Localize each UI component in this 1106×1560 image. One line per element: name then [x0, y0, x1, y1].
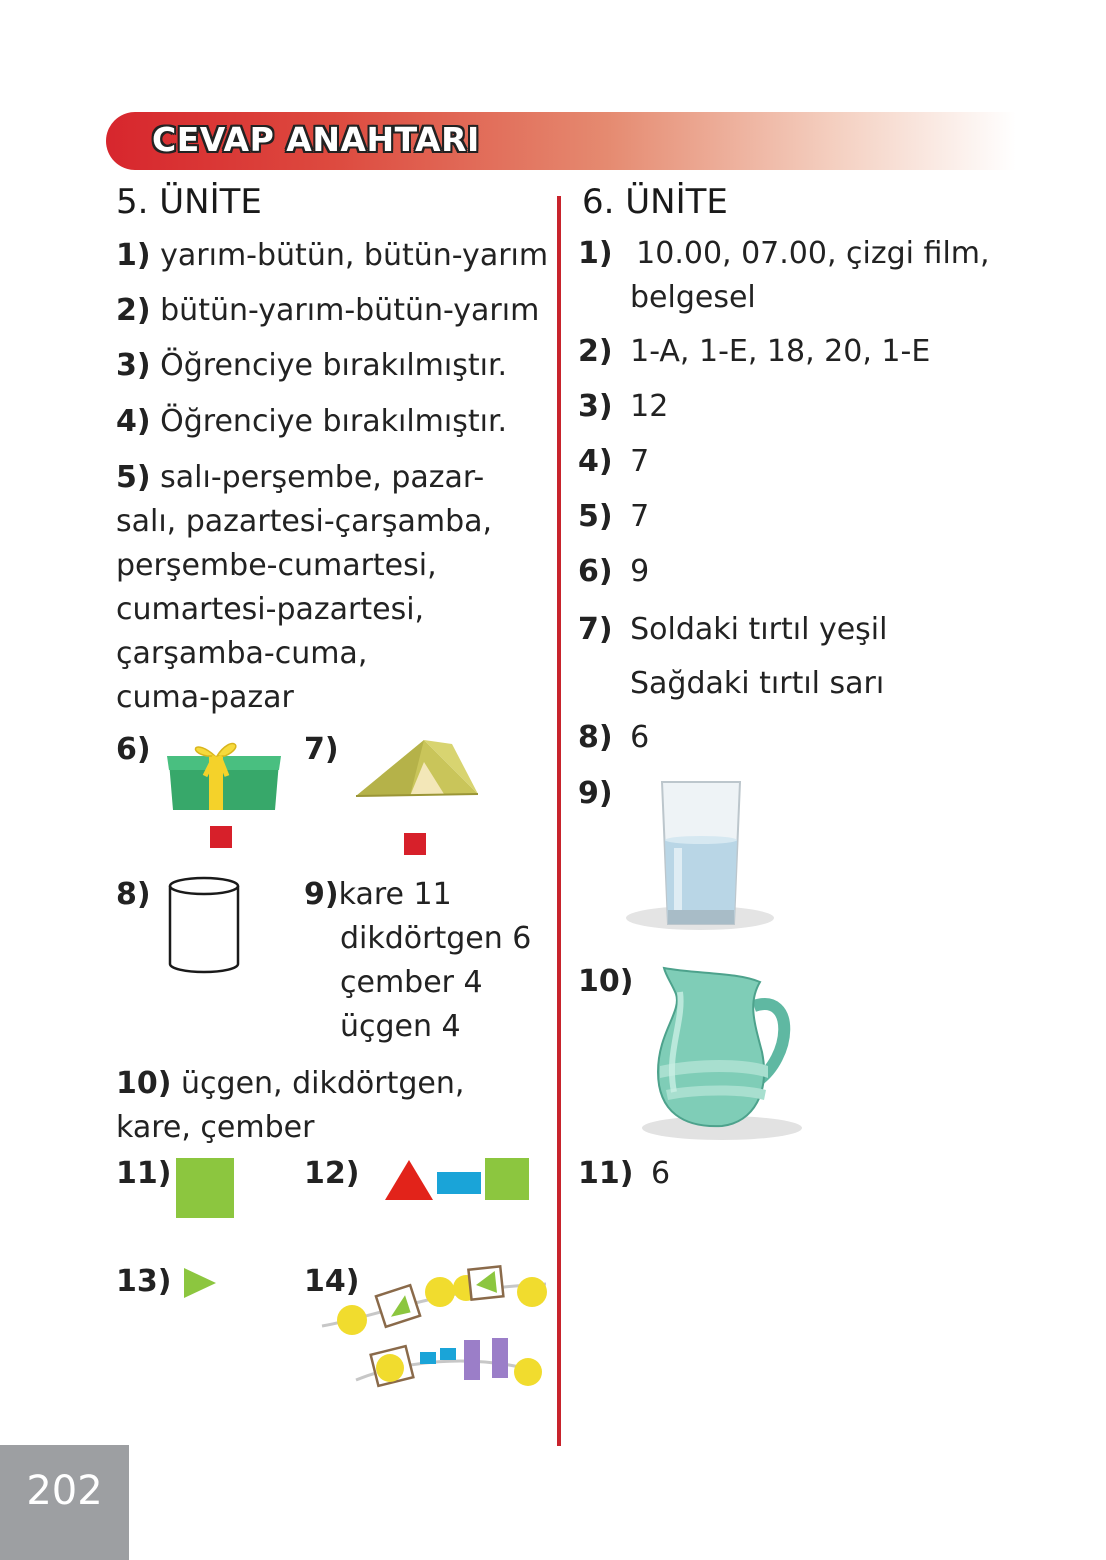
unit5-answer-10-line: kare, çember — [116, 1110, 315, 1145]
unit6-answer-10-number — [578, 964, 633, 999]
unit6-answer-2 — [578, 334, 930, 369]
unit6-answer-7-line: Sağdaki tırtıl sarı — [630, 666, 885, 701]
unit5-answer-8-number — [116, 877, 151, 912]
unit5-answer-12-number — [304, 1156, 359, 1191]
tent-icon — [352, 736, 482, 802]
answer-number: 6) — [116, 732, 151, 767]
answer-number: 14) — [304, 1264, 360, 1299]
unit5-answer-6-number — [116, 732, 151, 767]
red-square-icon — [404, 833, 426, 855]
unit5-answer-10 — [116, 1066, 464, 1101]
answer-text: 10.00, 07.00, çizgi film, — [636, 236, 990, 271]
answer-number: 7) — [578, 612, 613, 647]
answer-number: 8) — [116, 877, 151, 912]
unit5-answer-9-line: dikdörtgen 6 — [340, 921, 532, 956]
cylinder-icon — [166, 872, 244, 978]
answer-text: 1-A, 1-E, 18, 20, 1-E — [630, 334, 931, 369]
answer-number: 11) — [116, 1156, 172, 1191]
answer-number: 9) — [578, 776, 613, 811]
column-divider — [557, 196, 561, 1446]
bead-string-icon — [320, 1258, 552, 1398]
red-square-icon — [210, 826, 232, 848]
green-triangle-icon — [182, 1266, 218, 1300]
unit5-answer-11-number — [116, 1156, 171, 1191]
unit5-answer-5 — [116, 460, 484, 495]
answer-text: 7 — [630, 444, 650, 479]
unit5-answer-13-number — [116, 1264, 171, 1299]
answer-text: 12 — [630, 389, 669, 424]
answer-text: bütün-yarım-bütün-yarım — [160, 293, 540, 328]
unit5-answer-3 — [116, 348, 507, 383]
answer-text: Öğrenciye bırakılmıştır. — [160, 404, 508, 439]
answer-text: 7 — [630, 499, 650, 534]
unit5-answer-5-line: çarşamba-cuma, — [116, 636, 368, 671]
unit5-answer-5-line: perşembe-cumartesi, — [116, 548, 437, 583]
unit5-title: 5. ÜNİTE — [116, 182, 262, 222]
unit5-answer-2 — [116, 293, 539, 328]
answer-text: 6 — [651, 1156, 671, 1191]
water-glass-icon — [620, 778, 780, 938]
answer-number: 13) — [116, 1264, 172, 1299]
answer-number: 6) — [578, 554, 613, 589]
page-number: 202 — [26, 1468, 103, 1514]
answer-text: salı-perşembe, pazar- — [160, 460, 485, 495]
unit5-answer-9-line: çember 4 — [340, 965, 483, 1000]
unit5-answer-1 — [116, 238, 548, 273]
unit5-answer-5-line: salı, pazartesi-çarşamba, — [116, 504, 493, 539]
answer-text: kare 11 — [338, 877, 452, 912]
answer-number: 5) — [578, 499, 613, 534]
answer-text: Soldaki tırtıl yeşil — [630, 612, 888, 647]
answer-number: 1) — [578, 236, 613, 271]
answer-text: 6 — [630, 720, 650, 755]
water-jug-icon — [636, 962, 812, 1142]
unit5-answer-4 — [116, 404, 507, 439]
unit6-answer-11 — [578, 1156, 670, 1191]
shape-sequence-icon — [383, 1156, 533, 1204]
answer-text: Öğrenciye bırakılmıştır. — [160, 348, 508, 383]
answer-number: 2) — [578, 334, 613, 369]
answer-number: 5) — [116, 460, 151, 495]
unit6-answer-8 — [578, 720, 649, 755]
answer-number: 2) — [116, 293, 151, 328]
answer-number: 12) — [304, 1156, 360, 1191]
answer-text: 9 — [630, 554, 650, 589]
answer-number: 3) — [578, 389, 613, 424]
answer-number: 10) — [116, 1066, 172, 1101]
unit6-answer-1 — [578, 236, 990, 271]
unit6-title: 6. ÜNİTE — [582, 182, 728, 222]
answer-number: 4) — [116, 404, 151, 439]
answer-number: 7) — [304, 732, 339, 767]
unit6-answer-7 — [578, 612, 887, 647]
green-square-icon — [176, 1158, 234, 1218]
unit6-answer-9-number — [578, 776, 613, 811]
unit6-answer-5 — [578, 499, 649, 534]
unit5-answer-5-line: cumartesi-pazartesi, — [116, 592, 425, 627]
unit5-answer-7-number — [304, 732, 339, 767]
answer-number: 9) — [304, 877, 339, 912]
unit6-answer-6 — [578, 554, 649, 589]
unit6-answer-1-line: belgesel — [630, 280, 756, 315]
answer-number: 4) — [578, 444, 613, 479]
answer-number: 8) — [578, 720, 613, 755]
unit5-answer-9 — [304, 877, 452, 912]
page-title: CEVAP ANAHTARI — [152, 120, 480, 159]
answer-number: 1) — [116, 238, 151, 273]
unit5-answer-5-line: cuma-pazar — [116, 680, 294, 715]
gift-box-icon — [165, 730, 283, 814]
answer-text: üçgen, dikdörtgen, — [181, 1066, 465, 1101]
answer-number: 11) — [578, 1156, 634, 1191]
answer-number: 3) — [116, 348, 151, 383]
unit6-answer-4 — [578, 444, 649, 479]
unit6-answer-3 — [578, 389, 668, 424]
answer-text: yarım-bütün, bütün-yarım — [160, 238, 549, 273]
answer-number: 10) — [578, 964, 634, 999]
unit5-answer-9-line: üçgen 4 — [340, 1009, 461, 1044]
